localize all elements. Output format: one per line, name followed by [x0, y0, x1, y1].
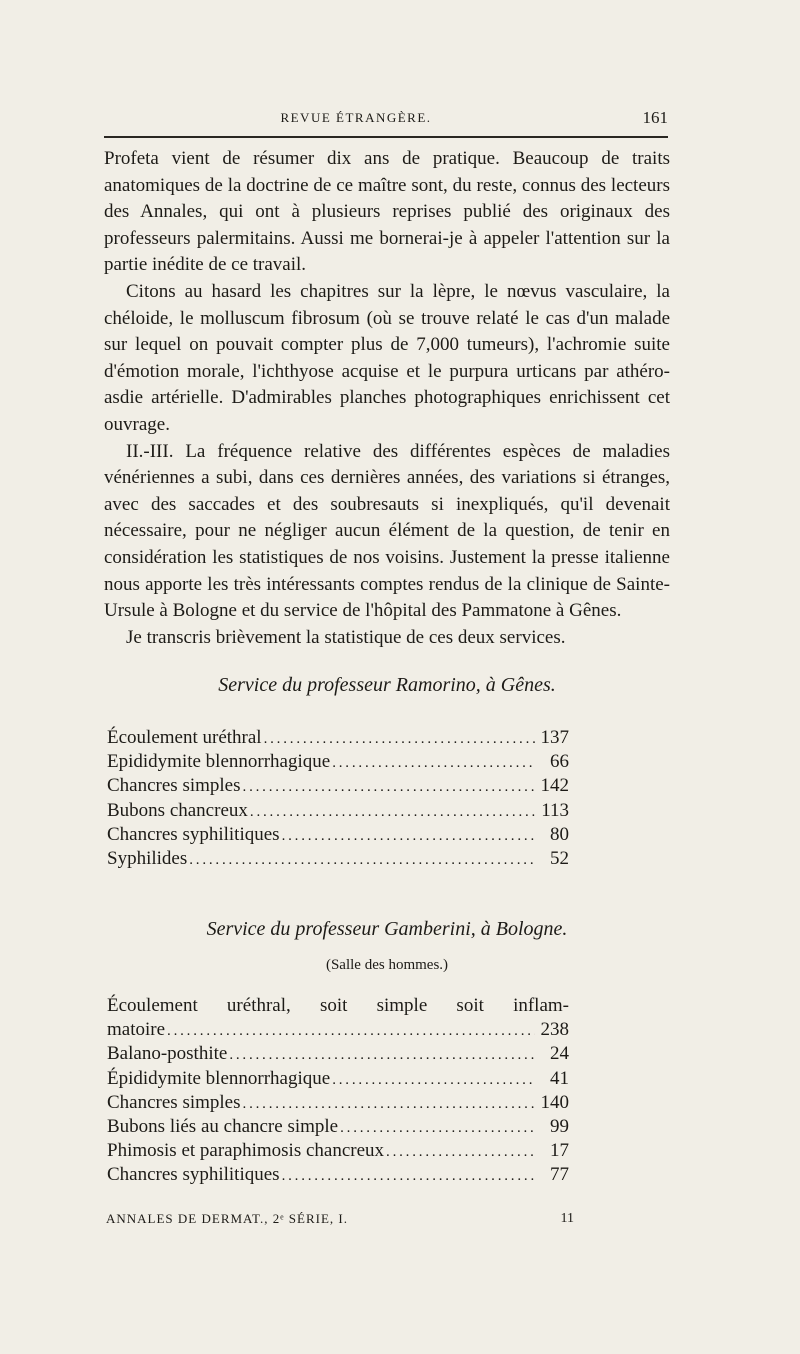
paragraph: Profeta vient de résumer dix ans de pratique. Beaucoup de traits anatomiques de la doctrine de ce maître sont, du reste, connus des lecteurs des Annales, qui ont à plusieurs reprises publié des originaux des professeurs palermitains. Aussi me bornerai-je à appeler l'attention sur la partie inédite de ce travail.	[104, 148, 670, 276]
row-label: Syphilides	[107, 847, 188, 869]
paragraph: II.-III. La fréquence relative des différentes espèces de maladies vénériennes a subi, dans ces dernières années, des variations si étranges, avec des saccades et des soubresauts si inexpliqués, qu'il devenait nécessaire, pour ne négliger aucun élément de la question, de tenir en considération les statistiques de nos voisins. Justement la presse italienne nous apporte les très intéressants comptes rendus de la clinique de Sainte-Ursule à Bologne et du service de l'hôpital des Pammatone à Gênes.	[104, 440, 670, 622]
row-value: 99	[550, 1115, 569, 1137]
table-row	[107, 1163, 569, 1187]
header-rule	[104, 136, 668, 138]
table-row	[107, 823, 569, 847]
signature-mark: 11	[560, 1211, 574, 1226]
table-row	[107, 774, 569, 798]
row-label: Écoulement uréthral	[107, 727, 262, 748]
section-title-bologne: Service du professeur Gamberini, à Bologne.	[206, 918, 568, 940]
row-label: Bubons chancreux	[107, 799, 248, 821]
table-row	[107, 726, 569, 750]
row-label: Phimosis et paraphimosis chancreux	[107, 1140, 385, 1162]
dot-leader	[189, 848, 535, 872]
row-value: 140	[540, 1091, 569, 1113]
row-value: 80	[550, 823, 569, 845]
dot-leader	[386, 1140, 535, 1164]
dot-leader	[243, 775, 535, 799]
row-label: Chancres syphilitiques	[107, 1164, 280, 1186]
paragraph: Je transcris brièvement la statistique de ces deux services.	[126, 626, 566, 648]
table-row	[107, 1115, 569, 1139]
dot-leader	[243, 1092, 535, 1116]
dot-leader	[332, 751, 535, 775]
table-row	[107, 847, 569, 871]
row-value: 113	[541, 799, 569, 821]
paragraph: Citons au hasard les chapitres sur la lèpre, le nœvus vasculaire, la chéloide, le molluscum fibrosum (où se trouve relaté le cas d'un malade sur lequel on pouvait compter plus de 7,000 tumeurs), l'achromie suite d'émotion morale, l'ichthyose acquise et le purpura urticans par athéro-asdie artérielle. D'admirables planches photographiques enrichissent cet ouvrage.	[104, 280, 670, 435]
row-label: Épididymite blennorrhagique	[107, 1067, 331, 1089]
dot-leader	[250, 800, 535, 824]
table-row	[107, 799, 569, 823]
body-text	[104, 146, 670, 651]
page-number: 161	[642, 108, 668, 127]
table-row	[107, 1091, 569, 1115]
table-row	[107, 1018, 569, 1042]
running-title: REVUE ÉTRANGÈRE.	[280, 110, 432, 125]
table-row	[107, 750, 569, 774]
dot-leader	[167, 1019, 535, 1043]
dot-leader	[340, 1116, 535, 1140]
row-label: Chancres syphilitiques	[107, 823, 280, 845]
row-value: 17	[550, 1140, 569, 1162]
row-label: matoire	[107, 1019, 166, 1041]
dot-leader	[282, 824, 535, 848]
dot-leader	[229, 1043, 535, 1067]
running-header	[106, 108, 668, 128]
dot-leader	[264, 727, 535, 751]
row-label: Chancres simples	[107, 775, 241, 797]
row-value: 66	[550, 751, 569, 773]
table-row-first-line: Écoulement uréthral, soit simple soit inflam-	[107, 995, 569, 1016]
row-value: 52	[550, 847, 569, 869]
dot-leader	[282, 1164, 535, 1188]
row-label: Balano-posthite	[107, 1043, 228, 1065]
row-value: 137	[540, 727, 569, 748]
table-row	[107, 1042, 569, 1066]
page-footer	[106, 1211, 574, 1231]
row-value: 77	[550, 1164, 569, 1186]
table-row	[107, 1139, 569, 1163]
row-value: 238	[540, 1019, 569, 1041]
row-label: Bubons liés au chancre simple	[107, 1115, 339, 1137]
section-subtitle: (Salle des hommes.)	[325, 957, 449, 973]
row-value: 142	[540, 775, 569, 797]
dot-leader	[332, 1068, 535, 1092]
stats-table-bologne	[107, 994, 569, 1188]
section-title-genes: Service du professeur Ramorino, à Gênes.	[218, 674, 556, 696]
row-label: Epididymite blennorrhagique	[107, 751, 331, 773]
row-value: 41	[550, 1067, 569, 1089]
footer-citation: ANNALES DE DERMAT., 2ᵉ SÉRIE, I.	[106, 1211, 348, 1226]
table-row	[107, 1067, 569, 1091]
row-label: Chancres simples	[107, 1091, 241, 1113]
row-value: 24	[550, 1043, 569, 1065]
stats-table-genes	[107, 726, 569, 871]
